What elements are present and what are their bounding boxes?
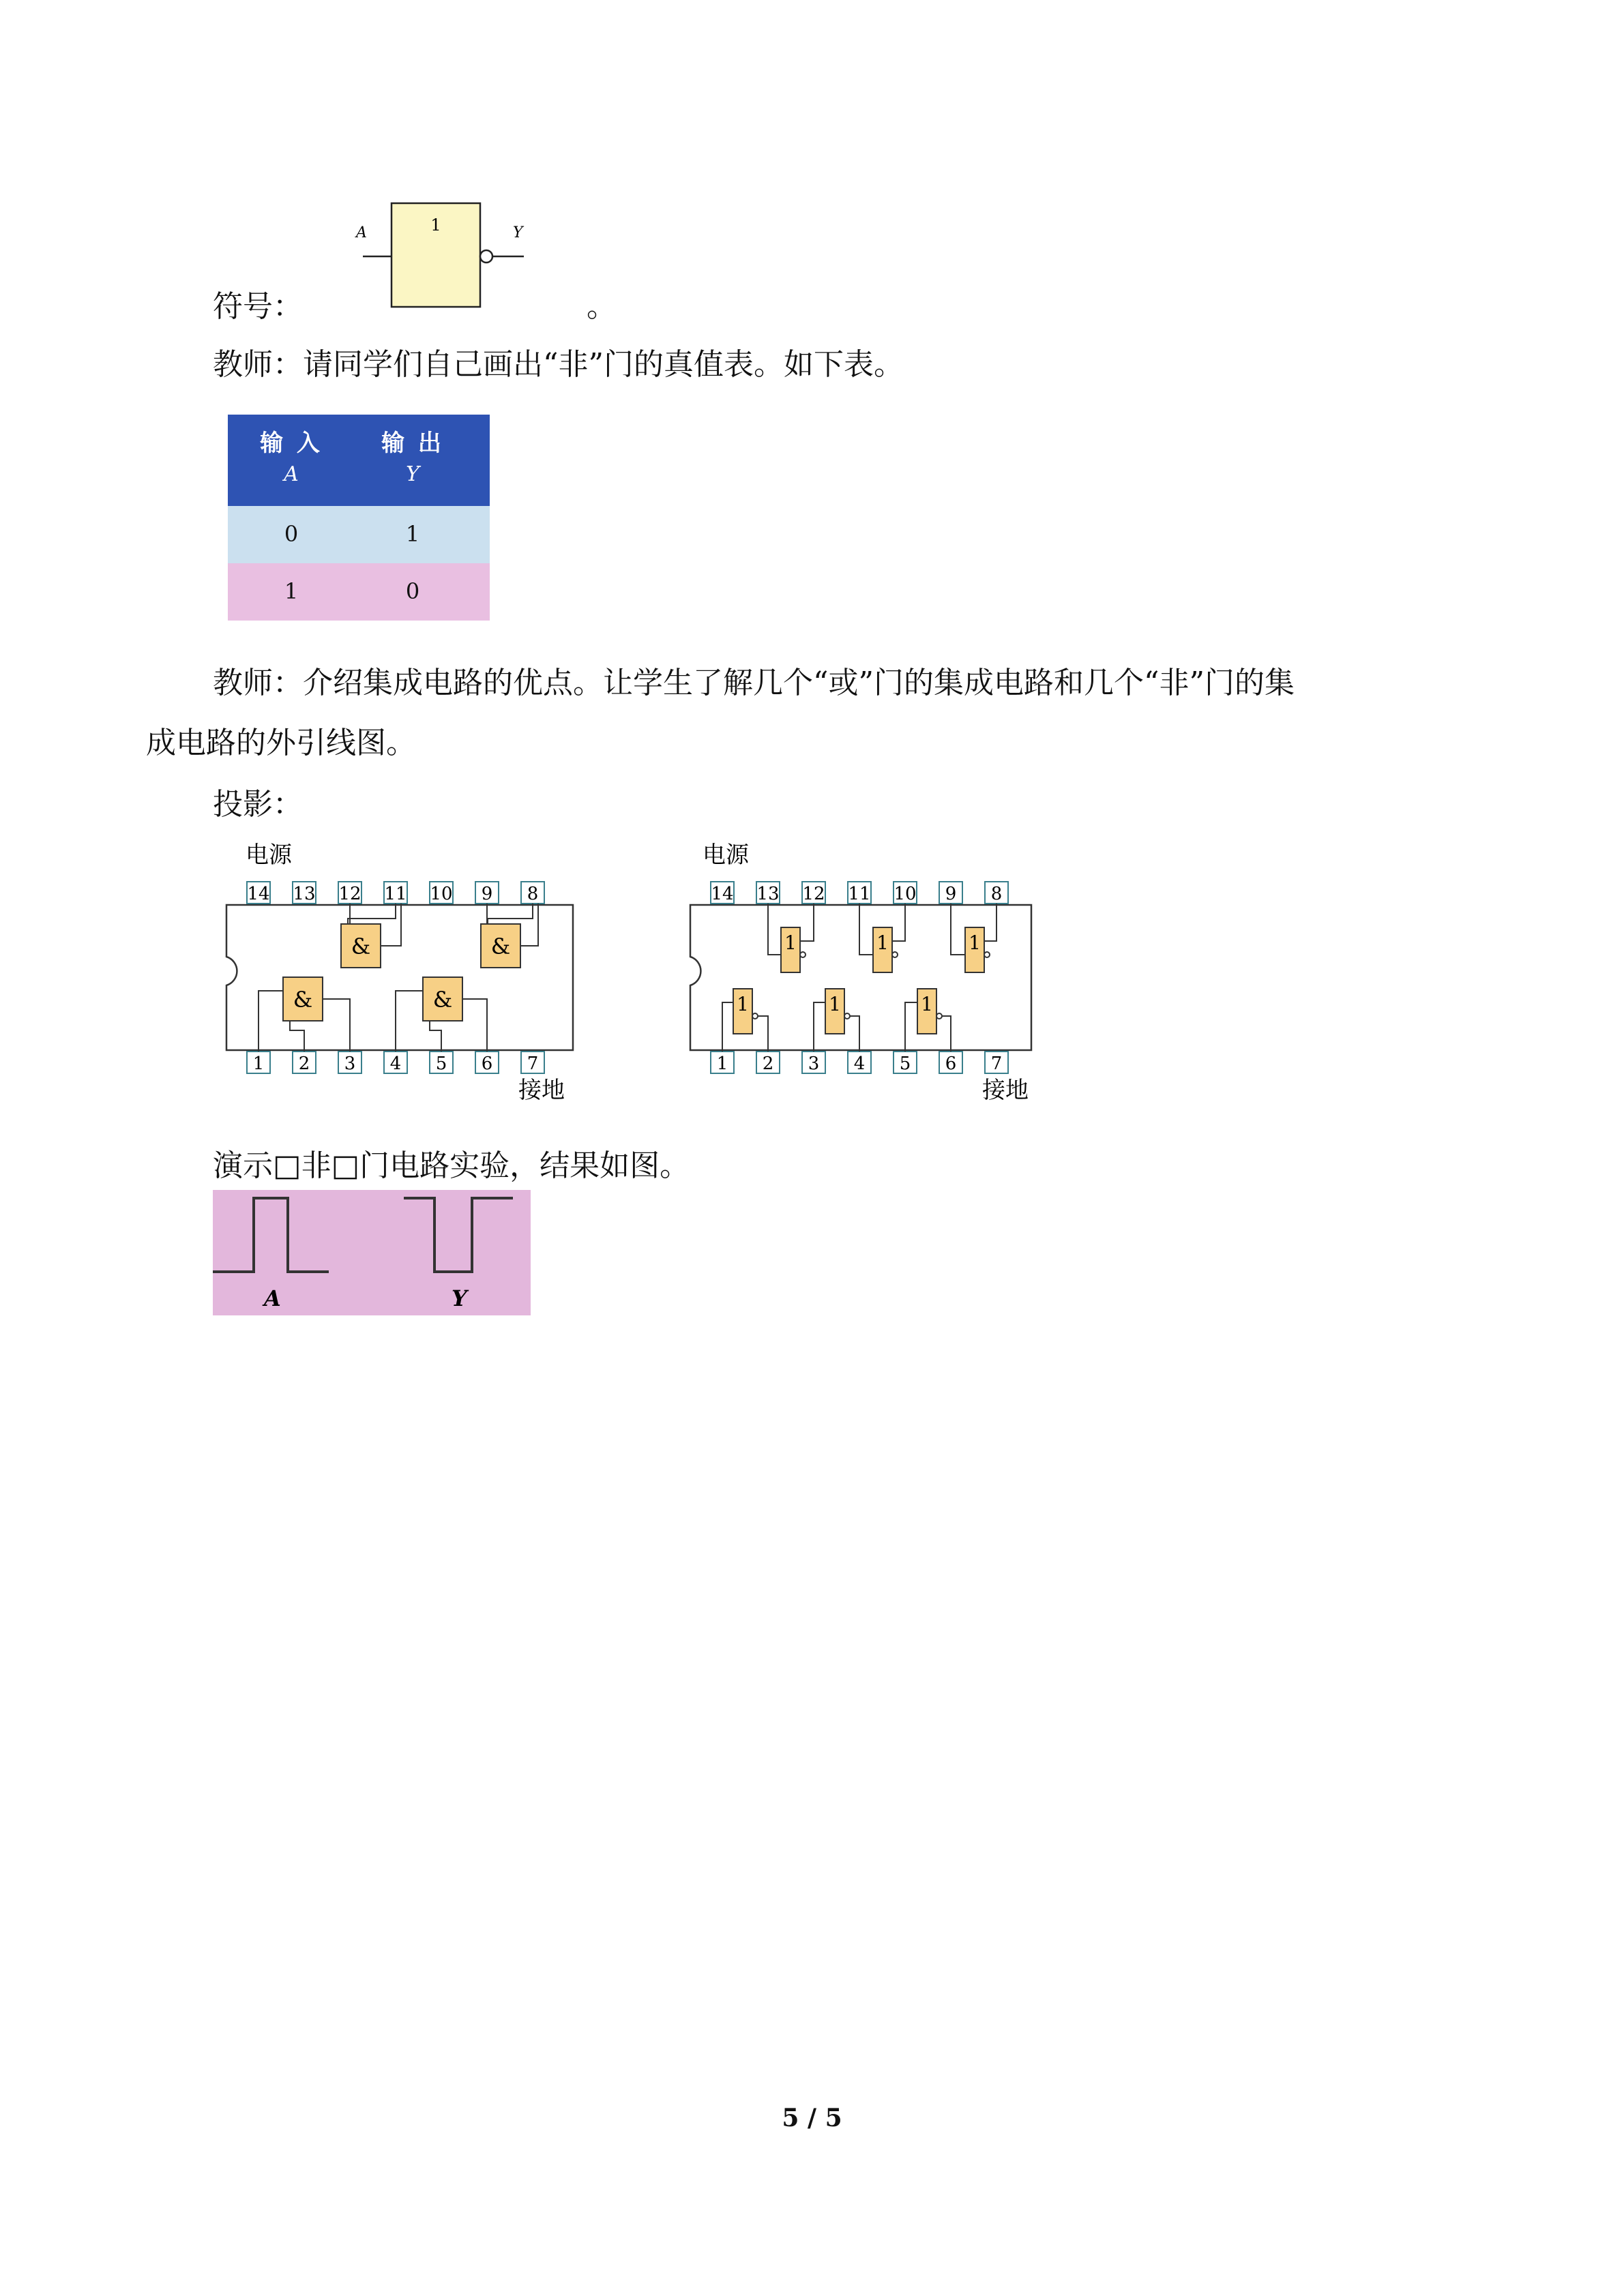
pin-number: 9 [481,884,493,904]
header-input-var: A [284,462,299,486]
ground-label: 接地 [982,1077,1029,1104]
pin-number: 5 [435,1054,447,1074]
symbol-label: 符号： [213,289,303,324]
and-gate-symbol: & [293,987,313,1013]
wire [430,1021,441,1052]
wire [290,1021,304,1052]
header-output-label: 输 出 [381,430,444,457]
teacher-truth-table-prompt: 教师：请同学们自己画出“非”门的真值表。如下表。 [213,347,904,382]
waveform-input-label: A [264,1285,281,1311]
pin-number: 11 [848,884,871,904]
wire [348,904,396,924]
wire [259,991,283,1052]
table-cell: 0 [284,521,299,547]
not-gate-ic-diagram [682,842,1050,1108]
wire [905,1002,917,1052]
not-gate-truth-table [228,415,490,621]
not-gate-symbol: 1 [737,993,749,1015]
pin-number: 1 [252,1054,265,1074]
pin-number: 4 [853,1054,866,1074]
pin-number: 11 [384,884,407,904]
not-gate-symbol: 1 [876,931,889,954]
projection-label: 投影： [213,787,303,822]
inversion-bubble [480,250,492,263]
input-waveform [213,1198,329,1272]
pin-number: 8 [990,884,1003,904]
pin-number: 5 [899,1054,911,1074]
pin-number: 3 [808,1054,820,1074]
pin-number: 7 [527,1054,539,1074]
waveform-output-label: Y [452,1285,467,1311]
inversion-bubble [984,952,990,957]
ground-label: 接地 [518,1077,565,1104]
inversion-bubble [800,952,806,957]
page-number: 5 / 5 [782,2104,842,2132]
wire [488,904,533,924]
wire [396,991,423,1052]
table-row [228,563,490,621]
waveform-result-image [213,1190,531,1315]
header-output-var: Y [406,462,419,486]
and-gate-symbol: & [432,987,453,1013]
inversion-bubble [752,1013,758,1019]
wire [814,1002,825,1052]
wire [758,1016,768,1052]
pin-number: 14 [247,884,270,904]
pin-number: 8 [527,884,539,904]
pin-number: 7 [990,1054,1003,1074]
inversion-bubble [892,952,898,957]
pin-number: 12 [802,884,825,904]
demo-experiment-line: 演示□非□门电路实验，结果如图。 [213,1148,690,1183]
pin-number: 4 [389,1054,402,1074]
power-label: 电源 [246,842,292,869]
pin-number: 13 [756,884,780,904]
pin-number: 13 [293,884,316,904]
pin-number: 9 [945,884,957,904]
table-cell: 1 [284,578,299,604]
wire [381,904,401,946]
pin-number: 2 [762,1054,774,1074]
wire [462,999,487,1052]
header-input-label: 输 入 [260,430,323,457]
teacher-ic-intro-line-1: 教师：介绍集成电路的优点。让学生了解几个“或”门的集成电路和几个“非”门的集 [213,666,1295,700]
pin-number: 1 [716,1054,728,1074]
pin-number: 3 [344,1054,356,1074]
table-row [228,506,490,563]
pin-number: 12 [338,884,361,904]
and-gate-ic-diagram [218,842,587,1108]
wire [520,904,538,946]
pin-number: 6 [481,1054,493,1074]
pin-number: 14 [711,884,734,904]
inversion-bubble [936,1013,942,1019]
wire [323,999,350,1052]
pin-number: 10 [430,884,453,904]
power-label: 电源 [703,842,749,869]
not-gate-symbol: 1 [829,993,841,1015]
inversion-bubble [844,1013,850,1019]
symbol-end-punct: 。 [587,289,617,324]
and-gate-symbol: & [351,934,371,959]
table-cell: 0 [405,578,420,604]
not-gate-symbol: 1 [921,993,933,1015]
pin-number: 2 [298,1054,310,1074]
table-cell: 1 [405,521,420,547]
gate-output-label: Y [513,224,523,241]
and-gate-symbol: & [490,934,511,959]
teacher-ic-intro-line-2: 成电路的外引线图。 [146,726,416,760]
pin-number: 10 [894,884,917,904]
not-gate-symbol: 1 [784,931,797,954]
pin-number: 6 [945,1054,957,1074]
wire [850,1016,859,1052]
output-waveform [404,1198,513,1272]
wire [722,1002,733,1052]
not-gate-symbol: 1 [969,931,981,954]
gate-input-label: A [356,224,367,241]
gate-mark: 1 [430,215,441,235]
wire [942,1016,951,1052]
not-gate-symbol [341,191,573,320]
truth-table-header [228,415,490,506]
